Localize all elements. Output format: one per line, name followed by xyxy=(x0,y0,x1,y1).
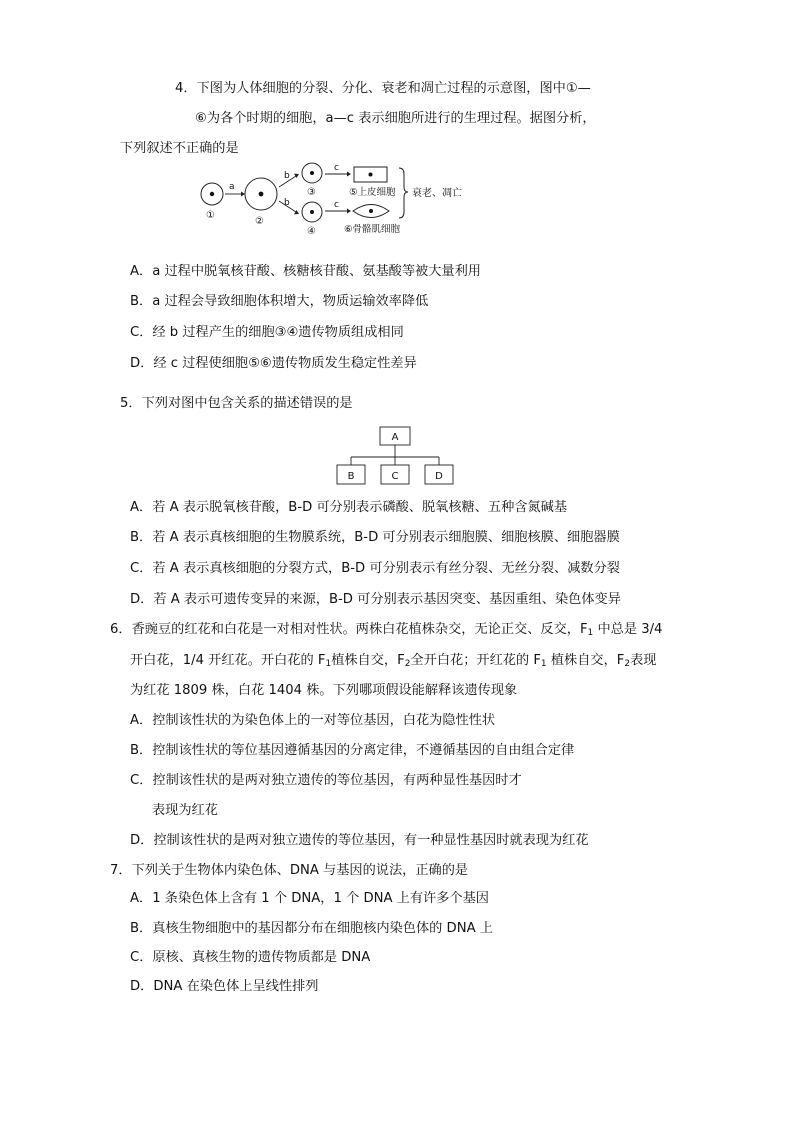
cell-4-label: ④ xyxy=(307,226,316,237)
q7-option-d: D．DNA 在染色体上呈线性排列 xyxy=(130,979,319,994)
cell-6-label: ⑥骨骼肌细胞 xyxy=(344,224,401,235)
q4-option-b: B．a 过程会导致细胞体积增大，物质运输效率降低 xyxy=(130,294,429,309)
q6-option-c-line-1: C．控制该性状的是两对独立遗传的等位基因，有两种显性基因时才 xyxy=(130,773,522,788)
box-a-label: A xyxy=(391,432,399,443)
q6-option-c-line-2: 表现为红花 xyxy=(152,803,218,818)
aging-apoptosis-label: 衰老、凋亡 xyxy=(412,188,462,199)
cell-2-label: ② xyxy=(255,216,264,227)
box-d-label: D xyxy=(435,471,443,482)
q5-option-a: A．若 A 表示脱氧核苷酸，B-D 可分别表示磷酸、脱氧核糖、五种含氮碱基 xyxy=(130,500,568,515)
q6-option-b: B．控制该性状的等位基因遵循基因的分离定律，不遵循基因的自由组合定律 xyxy=(130,743,575,758)
cell-1-label: ① xyxy=(206,210,215,221)
q5-option-b: B．若 A 表示真核细胞的生物膜系统，B-D 可分别表示细胞膜、细胞核膜、细胞器膜 xyxy=(130,530,620,545)
q7-stem: 7．下列关于生物体内染色体、DNA 与基因的说法，正确的是 xyxy=(110,863,469,878)
q4-option-d: D．经 c 过程使细胞⑤⑥遗传物质发生稳定性差异 xyxy=(130,356,417,371)
q4-stem-line-3: 下列叙述不正确的是 xyxy=(120,141,239,156)
q6-stem-line-1: 6．香豌豆的红花和白花是一对相对性状。两株白花植株杂交，无论正交、反交，$F_1$ 中总是 3/4 xyxy=(110,622,663,638)
q6-option-a: A．控制该性状的为染色体上的一对等位基因，白花为隐性性状 xyxy=(130,713,496,728)
q5-option-c: C．若 A 表示真核细胞的分裂方式，B-D 可分别表示有丝分裂、无丝分裂、减数分裂 xyxy=(130,561,620,576)
q4-option-c: C．经 b 过程产生的细胞③④遗传物质组成相同 xyxy=(130,325,404,340)
box-c-label: C xyxy=(391,471,399,482)
q6-stem-line-3: 为红花 1809 株，白花 1404 株。下列哪项假设能解释该遗传现象 xyxy=(130,683,518,698)
process-b-top-label: b xyxy=(284,171,290,181)
q4-stem-line-2: ⑥为各个时期的细胞，a—c 表示细胞所进行的生理过程。据图分析， xyxy=(195,111,596,126)
q5-hierarchy-diagram xyxy=(330,424,460,488)
q7-option-c: C．原核、真核生物的遗传物质都是 DNA xyxy=(130,950,371,965)
box-b-label: B xyxy=(347,471,355,482)
cell-5-label: ⑤上皮细胞 xyxy=(349,187,396,198)
cell-3-label: ③ xyxy=(307,187,316,198)
q7-option-a: A．1 条染色体上含有 1 个 DNA，1 个 DNA 上有许多个基因 xyxy=(130,891,489,906)
right-brace xyxy=(399,168,408,218)
q4-stem-line-1: 4．下图为人体细胞的分裂、分化、衰老和凋亡过程的示意图，图中①— xyxy=(175,81,591,96)
q4-cell-process-diagram xyxy=(195,160,475,240)
q7-option-b: B．真核生物细胞中的基因都分布在细胞核内染色体的 DNA 上 xyxy=(130,921,493,936)
q5-stem: 5．下列对图中包含关系的描述错误的是 xyxy=(120,396,353,411)
q4-option-a: A．a 过程中脱氧核苷酸、核糖核苷酸、氨基酸等被大量利用 xyxy=(130,264,481,279)
q6-stem-line-2: 开白花，1/4 开红花。开白花的 $F_1$植株自交，$F_2$全开白花；开红花的 $F_1$ 植株自交，$F_2$表现 xyxy=(130,653,657,669)
process-a-label: a xyxy=(229,182,235,192)
q5-option-d: D．若 A 表示可遗传变异的来源，B-D 可分别表示基因突变、基因重组、染色体变异 xyxy=(130,592,621,607)
q6-option-d: D．控制该性状的是两对独立遗传的等位基因，有一种显性基因时就表现为红花 xyxy=(130,833,589,848)
process-c-bottom-label: c xyxy=(334,200,339,210)
process-c-top-label: c xyxy=(334,163,339,173)
process-b-bottom-label: b xyxy=(284,198,290,208)
